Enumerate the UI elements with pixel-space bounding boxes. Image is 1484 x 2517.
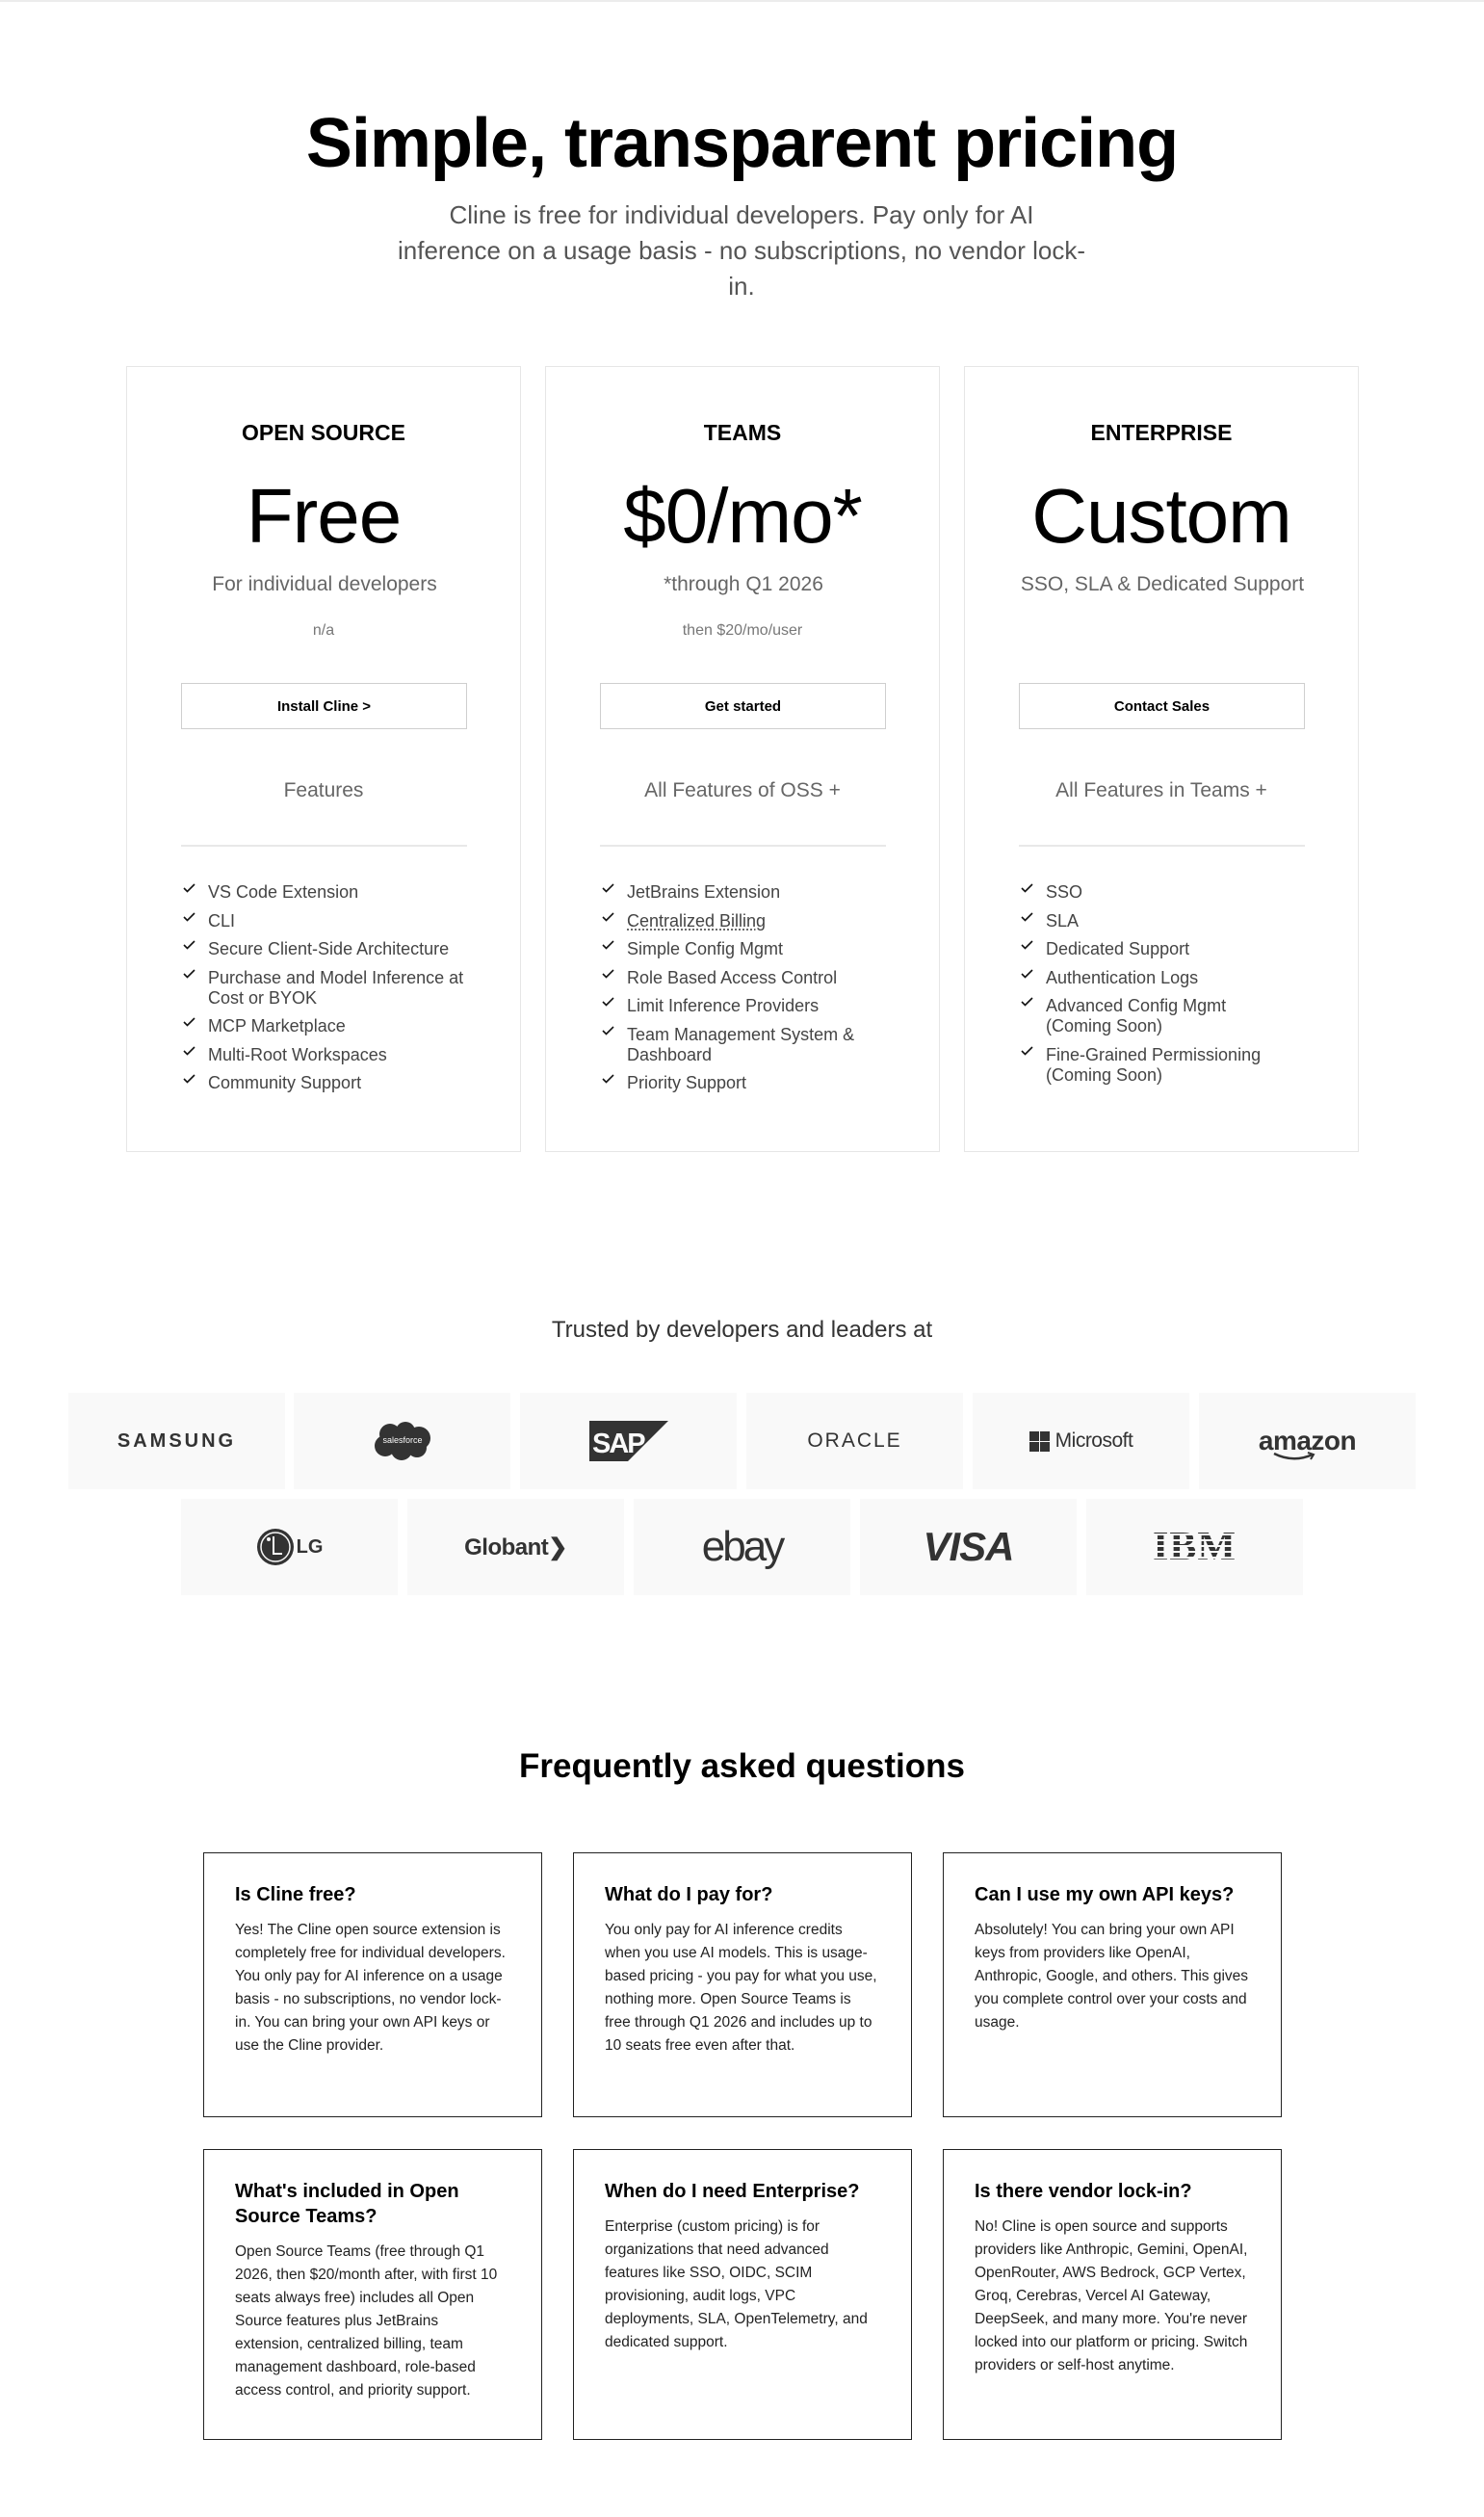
faq-question: What do I pay for? <box>605 1884 773 1905</box>
faq-answer: Open Source Teams (free through Q1 2026, then $20/month after, with first 10 seats always free) includes all Open Source features plus JetBrains extension, centralized billing, team management dashboard, role-based access control, and priority support. <box>235 2243 498 2399</box>
trusted-heading: Trusted by developers and leaders at <box>551 1317 933 1343</box>
feature-item: Limit Inference Providers <box>600 996 898 1016</box>
logo-ebay: ebay <box>634 1499 850 1595</box>
faq-item <box>943 2149 1282 2440</box>
feature-item: Fine-Grained Permissioning (Coming Soon) <box>1019 1045 1317 1086</box>
plan-name: OPEN SOURCE <box>242 420 405 445</box>
check-icon <box>1019 911 1046 931</box>
get-started-button[interactable]: Get started <box>600 683 886 729</box>
plan-price: Free <box>246 473 402 559</box>
check-icon <box>1019 968 1046 988</box>
check-icon <box>181 911 208 931</box>
check-icon <box>181 882 208 903</box>
feature-item: Secure Client-Side Architecture <box>181 939 480 959</box>
faq-question: Can I use my own API keys? <box>975 1884 1235 1905</box>
page-title: Simple, transparent pricing <box>305 105 1179 182</box>
check-icon <box>600 996 627 1016</box>
check-icon <box>1019 1045 1046 1065</box>
feature-item: Multi-Root Workspaces <box>181 1045 480 1065</box>
plan-description: *through Q1 2026 <box>664 573 823 595</box>
plan-price: Custom <box>1031 473 1291 559</box>
plan-description: For individual developers <box>212 573 437 595</box>
divider <box>1019 845 1305 847</box>
check-icon <box>600 911 627 931</box>
logo-globant: Globant❯ <box>407 1499 624 1595</box>
check-icon <box>600 1073 627 1093</box>
check-icon <box>181 968 208 988</box>
feature-item: Priority Support <box>600 1073 898 1093</box>
faq-answer: You only pay for AI inference credits when you use AI models. This is usage-based pricing - you pay for what you use, nothing more. Open Source Teams is free through Q1 2026 and includes up to 10 seats free even after that. <box>605 1922 877 2054</box>
faq-answer: No! Cline is open source and supports providers like Anthropic, Gemini, OpenAI, OpenRouter, AWS Bedrock, GCP Vertex, Groq, Cerebras, Vercel AI Gateway, DeepSeek, and many more. You're never locked into our platform or pricing. Switch providers or self-host anytime. <box>975 2218 1248 2373</box>
microsoft-windows-icon <box>1029 1431 1050 1452</box>
faq-question: Is there vendor lock-in? <box>975 2181 1192 2202</box>
feature-list <box>600 882 898 1102</box>
lg-face-icon <box>256 1528 295 1566</box>
feature-item: SSO <box>1019 882 1317 903</box>
check-icon <box>181 1016 208 1036</box>
feature-item: JetBrains Extension <box>600 882 898 903</box>
plan-price: $0/mo* <box>623 473 862 559</box>
faq-item <box>573 2149 912 2440</box>
feature-list <box>181 882 480 1102</box>
plan-features-heading: All Features of OSS + <box>644 779 841 801</box>
logo-microsoft: Microsoft <box>973 1393 1189 1489</box>
faq-answer: Absolutely! You can bring your own API keys from providers like OpenAI, Anthropic, Google, and others. This gives you complete control over your costs and usage. <box>975 1922 1249 2031</box>
faq-question: When do I need Enterprise? <box>605 2181 860 2202</box>
check-icon <box>1019 939 1046 959</box>
logo-sap <box>520 1393 737 1489</box>
plan-description: SSO, SLA & Dedicated Support <box>1020 573 1305 595</box>
install-cline-button[interactable]: Install Cline > <box>181 683 467 729</box>
faq-item <box>573 1852 912 2117</box>
plan-note: n/a <box>312 622 335 639</box>
faq-answer: Enterprise (custom pricing) is for organizations that need advanced features like SSO, OIDC, SCIM provisioning, audit logs, VPC deployments, SLA, OpenTelemetry, and dedicated support. <box>605 2218 868 2350</box>
feature-item: Purchase and Model Inference at Cost or BYOK <box>181 968 480 1009</box>
plan-card-enterprise <box>964 366 1359 1152</box>
logo-samsung: SAMSUNG <box>68 1393 285 1489</box>
logo-amazon: amazon <box>1199 1393 1416 1489</box>
plan-features-heading: All Features in Teams + <box>1055 779 1267 801</box>
plan-card-teams <box>545 366 940 1152</box>
check-icon <box>600 968 627 988</box>
check-icon <box>600 1025 627 1045</box>
check-icon <box>600 882 627 903</box>
centralized-billing-tooltip-trigger[interactable]: Centralized Billing <box>627 910 767 931</box>
check-icon <box>181 939 208 959</box>
top-border <box>0 0 1484 2</box>
globant-chevron-icon: ❯ <box>548 1534 567 1560</box>
feature-item: Advanced Config Mgmt (Coming Soon) <box>1019 996 1317 1036</box>
faq-item <box>203 2149 542 2440</box>
sap-logo-icon <box>589 1421 668 1461</box>
page-subtitle: Cline is free for individual developers. Pay only for AI inference on a usage basis - no subscriptions, no vendor lock-in. <box>398 200 1085 301</box>
amazon-smile-icon <box>1272 1452 1316 1461</box>
feature-item: Community Support <box>181 1073 480 1093</box>
faq-answer: Yes! The Cline open source extension is completely free for individual developers. You only pay for AI inference on a usage basis - no subscriptions, no vendor lock-in. You can bring your own API keys or use the Cline provider. <box>235 1922 506 2054</box>
feature-item: Dedicated Support <box>1019 939 1317 959</box>
divider <box>600 845 886 847</box>
feature-item <box>600 911 898 931</box>
plan-name: TEAMS <box>703 420 782 445</box>
logo-visa: VISA <box>860 1499 1077 1595</box>
faq-question: What's included in Open Source Teams? <box>235 2181 459 2227</box>
check-icon <box>1019 882 1046 903</box>
check-icon <box>1019 996 1046 1016</box>
svg-text:salesforce: salesforce <box>381 1435 423 1445</box>
plan-name: ENTERPRISE <box>1090 420 1233 445</box>
faq-item <box>943 1852 1282 2117</box>
feature-item: Team Management System & Dashboard <box>600 1025 898 1065</box>
plan-features-heading: Features <box>283 779 364 801</box>
divider <box>181 845 467 847</box>
check-icon <box>181 1045 208 1065</box>
faq-title: Frequently asked questions <box>519 1747 965 1785</box>
check-icon <box>181 1073 208 1093</box>
faq-question: Is Cline free? <box>235 1884 356 1905</box>
feature-item: CLI <box>181 911 480 931</box>
feature-item: MCP Marketplace <box>181 1016 480 1036</box>
feature-item: Simple Config Mgmt <box>600 939 898 959</box>
contact-sales-button[interactable]: Contact Sales <box>1019 683 1305 729</box>
feature-item: VS Code Extension <box>181 882 480 903</box>
salesforce-cloud-icon <box>373 1421 432 1461</box>
svg-text:SAP: SAP <box>591 1429 644 1459</box>
check-icon <box>600 939 627 959</box>
feature-item: Authentication Logs <box>1019 968 1317 988</box>
feature-list <box>1019 882 1317 1093</box>
logo-salesforce <box>294 1393 510 1489</box>
plan-card-open-source <box>126 366 521 1152</box>
logo-oracle: ORACLE <box>746 1393 963 1489</box>
plan-note: then $20/mo/user <box>682 622 803 639</box>
feature-item: Role Based Access Control <box>600 968 898 988</box>
faq-item <box>203 1852 542 2117</box>
logo-ibm: IBM <box>1086 1499 1303 1595</box>
feature-item: SLA <box>1019 911 1317 931</box>
logo-lg: LG <box>181 1499 398 1595</box>
